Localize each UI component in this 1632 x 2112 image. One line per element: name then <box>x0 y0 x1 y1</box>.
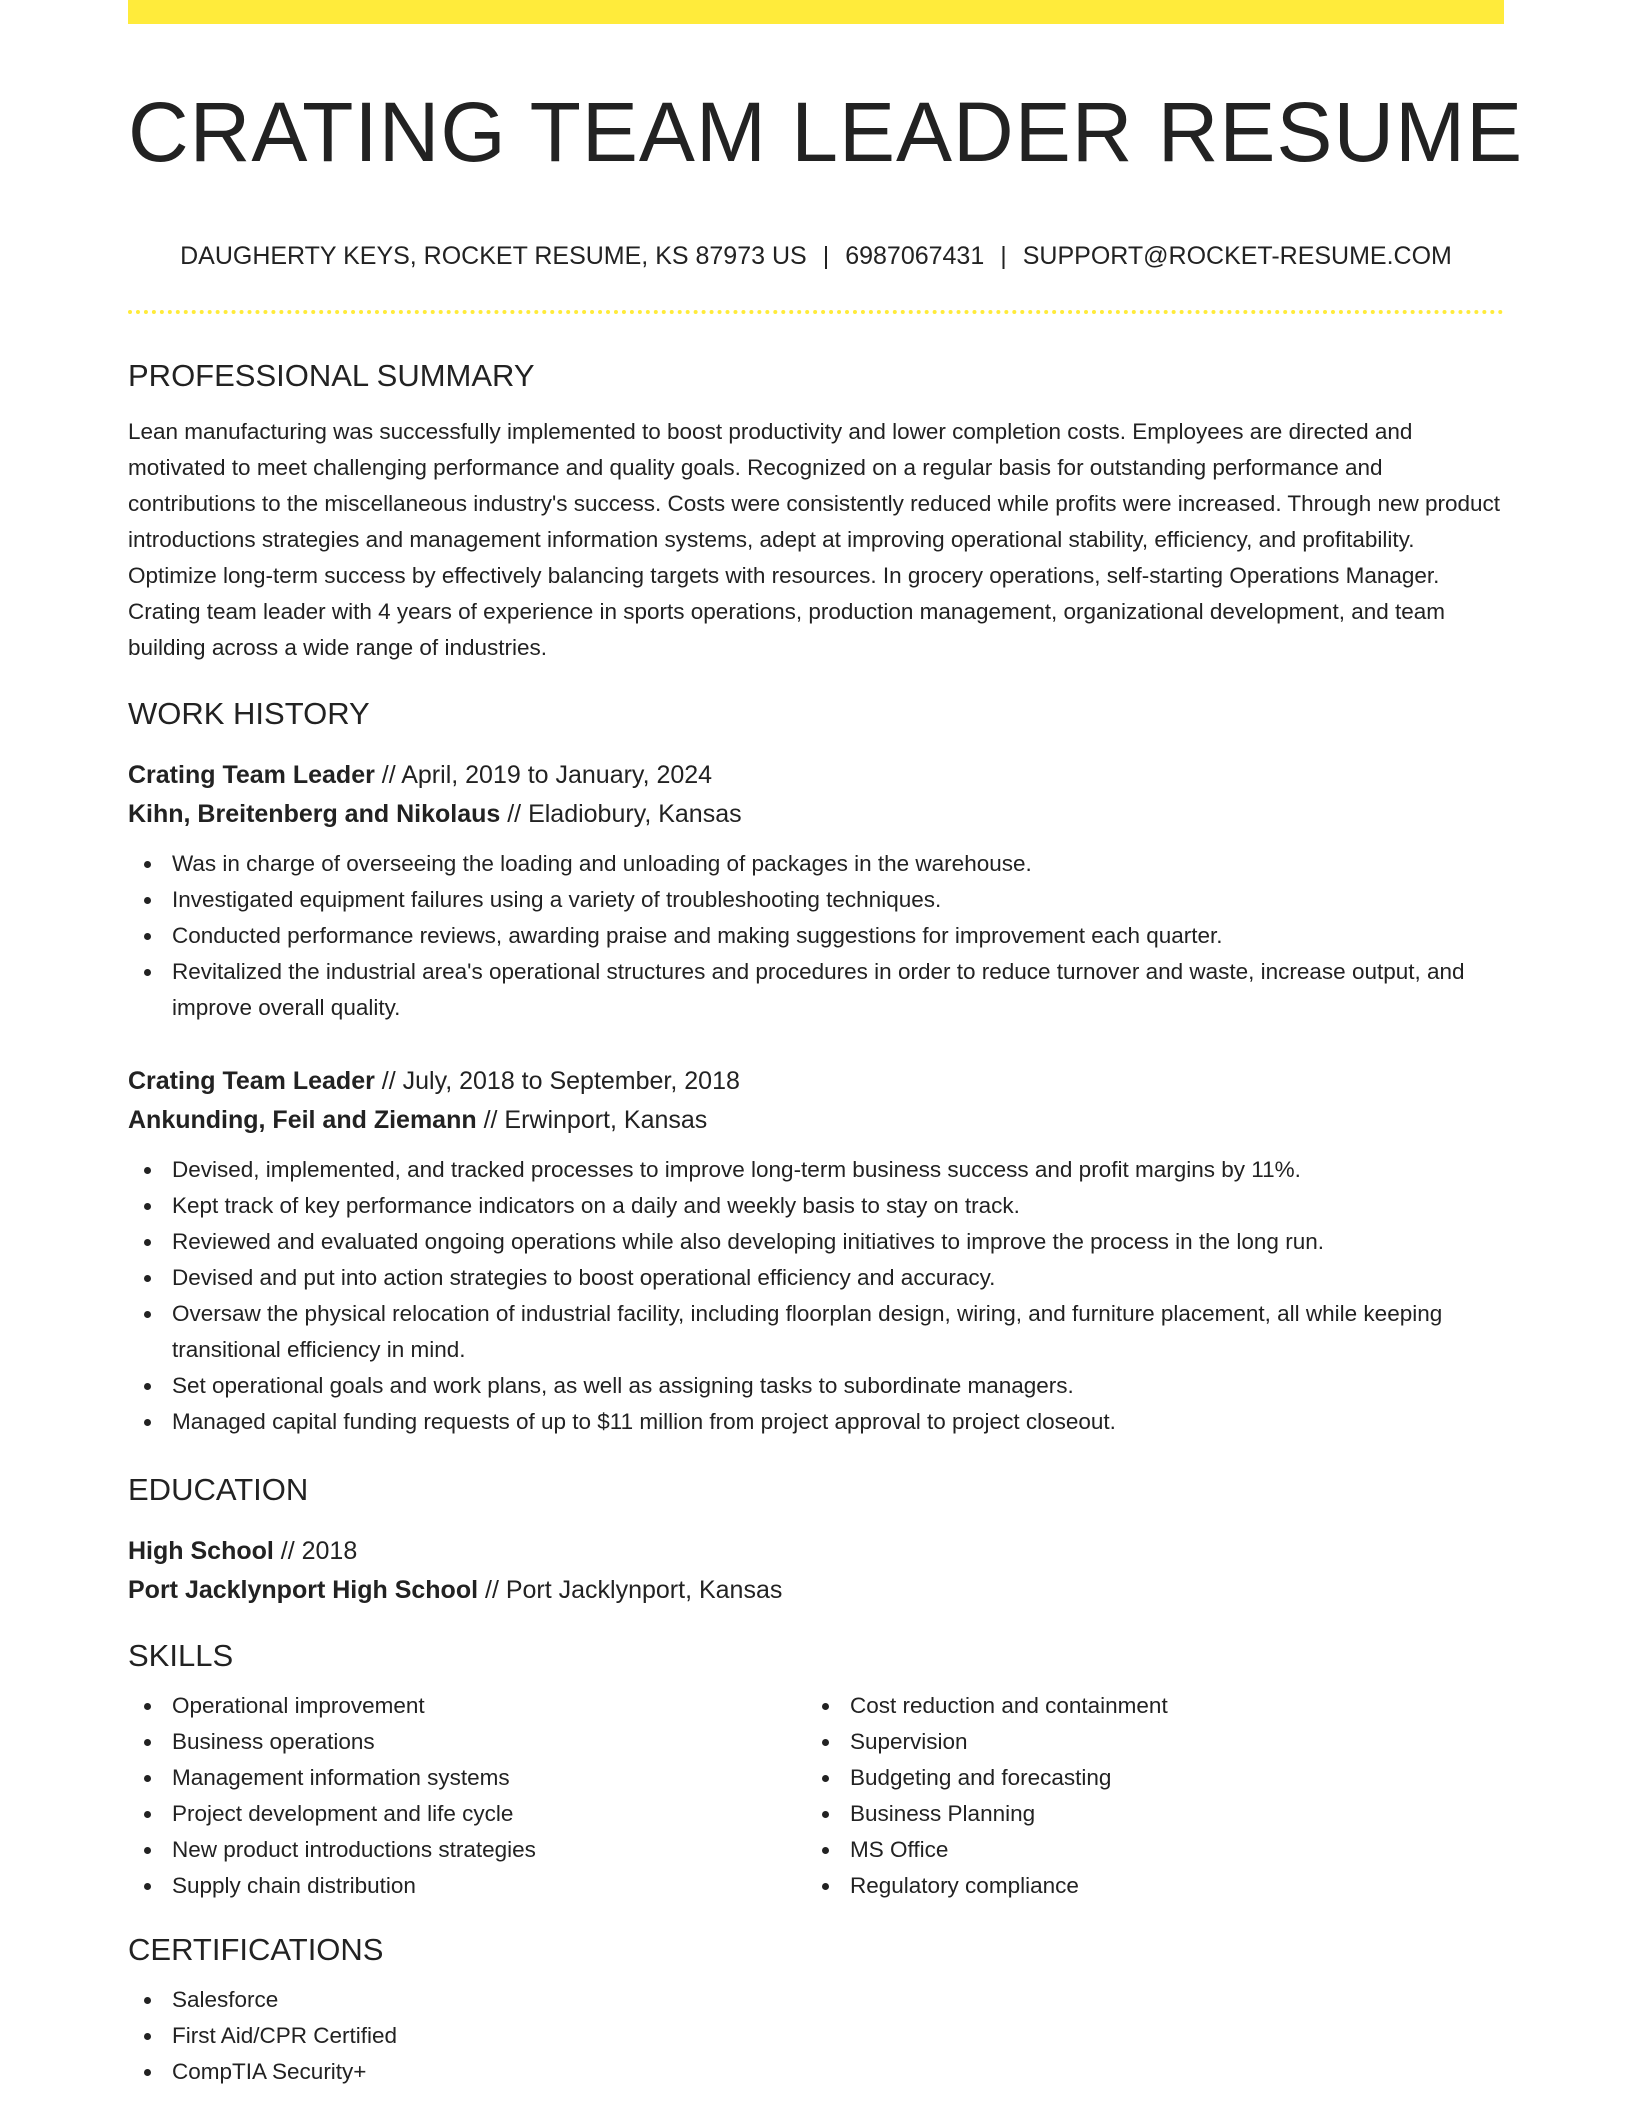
job-title-line <box>128 756 1504 795</box>
job-entry <box>128 756 1504 1026</box>
education-entry <box>128 1532 1504 1610</box>
resume-title: CRATING TEAM LEADER RESUME <box>128 85 1524 179</box>
certifications-heading: CERTIFICATIONS <box>128 1932 384 1967</box>
contact-separator: | <box>822 242 830 270</box>
contact-email: SUPPORT@ROCKET-RESUME.COM <box>1022 242 1452 270</box>
summary-heading: PROFESSIONAL SUMMARY <box>128 358 535 393</box>
job-title: Crating Team Leader <box>128 1067 375 1095</box>
education-year: // 2018 <box>273 1537 358 1565</box>
contact-phone: 6987067431 <box>845 242 985 270</box>
skill-item: Cost reduction and containment <box>806 1688 1484 1724</box>
education-school: Port Jacklynport High School <box>128 1576 479 1604</box>
job-bullet: Reviewed and evaluated ongoing operations while also developing initiatives to improve the process in the long run. <box>128 1224 1504 1260</box>
certification-item: First Aid/CPR Certified <box>128 2018 1504 2054</box>
education-degree-line <box>128 1532 1504 1571</box>
job-dates: // July, 2018 to September, 2018 <box>374 1067 740 1095</box>
skill-item: Operational improvement <box>128 1688 806 1724</box>
job-bullet: Set operational goals and work plans, as well as assigning tasks to subordinate managers. <box>128 1368 1504 1404</box>
education-heading: EDUCATION <box>128 1472 309 1507</box>
job-company: Kihn, Breitenberg and Nikolaus <box>128 800 501 828</box>
contact-address: DAUGHERTY KEYS, ROCKET RESUME, KS 87973 US <box>180 242 807 270</box>
job-bullet: Managed capital funding requests of up to $11 million from project approval to project closeout. <box>128 1404 1504 1440</box>
skill-item: Budgeting and forecasting <box>806 1760 1484 1796</box>
job-title-line <box>128 1062 1504 1101</box>
job-dates: // April, 2019 to January, 2024 <box>374 761 713 789</box>
dotted-divider <box>128 310 1504 314</box>
certification-item: CompTIA Security+ <box>128 2054 1504 2090</box>
skill-item: MS Office <box>806 1832 1484 1868</box>
accent-top-bar <box>128 0 1504 24</box>
summary-text: Lean manufacturing was successfully implemented to boost productivity and lower completion costs. Employees are directed and motivated to meet challenging performance and quality goals. Recognized on a regular basis for outstanding performance and contributions to the miscellaneous industry's success. Costs were consistently reduced while profits were increased. Through new product introductions strategies and management information systems, adept at improving operational stability, efficiency, and profitability. Optimize long-term success by effectively balancing targets with resources. In grocery operations, self-starting Operations Manager. Crating team leader with 4 years of experience in sports operations, production management, organizational development, and team building across a wide range of industries. <box>128 419 1501 660</box>
education-location: // Port Jacklynport, Kansas <box>478 1576 783 1604</box>
skill-item: Business operations <box>128 1724 806 1760</box>
education-degree: High School <box>128 1537 274 1565</box>
job-bullet: Devised, implemented, and tracked processes to improve long-term business success and profit margins by 11%. <box>128 1152 1504 1188</box>
job-bullets <box>128 846 1504 1026</box>
job-bullet: Revitalized the industrial area's operational structures and procedures in order to reduce turnover and waste, increase output, and improve overall quality. <box>128 954 1504 1026</box>
job-company-line <box>128 1101 1504 1140</box>
contact-separator: | <box>1000 242 1007 270</box>
job-bullet: Was in charge of overseeing the loading and unloading of packages in the warehouse. <box>128 846 1504 882</box>
skills-columns <box>128 1688 1504 1904</box>
job-company-line <box>128 795 1504 834</box>
job-title: Crating Team Leader <box>128 761 375 789</box>
resume-page <box>128 0 1524 2112</box>
skill-item: Business Planning <box>806 1796 1484 1832</box>
work-history-heading: WORK HISTORY <box>128 696 370 731</box>
job-bullet: Devised and put into action strategies to boost operational efficiency and accuracy. <box>128 1260 1504 1296</box>
skill-item: Project development and life cycle <box>128 1796 806 1832</box>
skill-item: Management information systems <box>128 1760 806 1796</box>
job-entry <box>128 1062 1504 1440</box>
job-bullet: Kept track of key performance indicators on a daily and weekly basis to stay on track. <box>128 1188 1504 1224</box>
skills-left-list <box>128 1688 806 1904</box>
job-bullet: Oversaw the physical relocation of industrial facility, including floorplan design, wiring, and furniture placement, all while keeping transitional efficiency in mind. <box>128 1296 1504 1368</box>
skills-heading: SKILLS <box>128 1638 234 1673</box>
certifications-list <box>128 1982 1504 2090</box>
contact-line <box>128 240 1504 272</box>
skills-right-list <box>806 1688 1484 1904</box>
job-bullet: Conducted performance reviews, awarding praise and making suggestions for improvement each quarter. <box>128 918 1504 954</box>
skill-item: Supervision <box>806 1724 1484 1760</box>
skill-item: New product introductions strategies <box>128 1832 806 1868</box>
certification-item: Salesforce <box>128 1982 1504 2018</box>
job-location: // Erwinport, Kansas <box>476 1106 708 1134</box>
education-school-line <box>128 1571 1504 1610</box>
job-location: // Eladiobury, Kansas <box>500 800 742 828</box>
skill-item: Supply chain distribution <box>128 1868 806 1904</box>
job-company: Ankunding, Feil and Ziemann <box>128 1106 477 1134</box>
job-bullets <box>128 1152 1504 1440</box>
skill-item: Regulatory compliance <box>806 1868 1484 1904</box>
job-bullet: Investigated equipment failures using a variety of troubleshooting techniques. <box>128 882 1504 918</box>
